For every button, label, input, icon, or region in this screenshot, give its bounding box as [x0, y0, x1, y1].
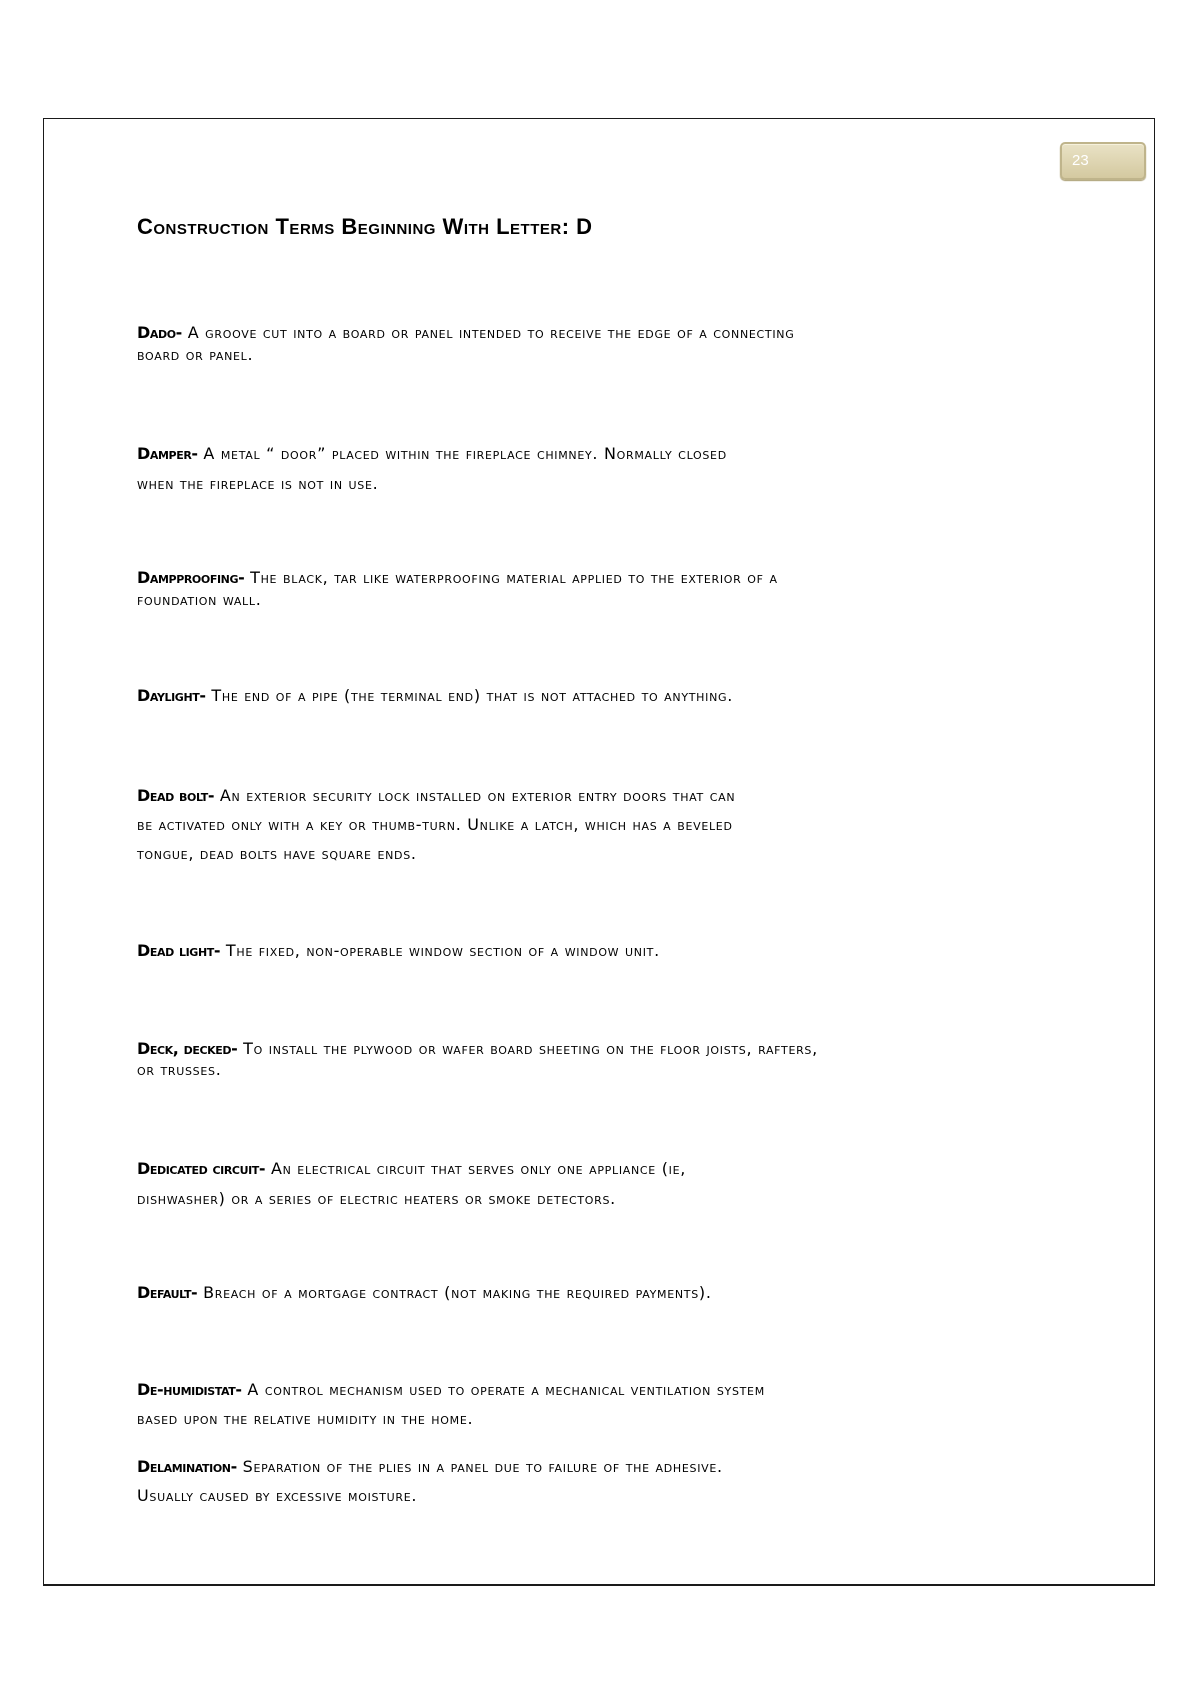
definition-line: foundation wall.: [137, 590, 262, 609]
term: Dampproofing-: [137, 568, 245, 587]
glossary-entry-default: [137, 1282, 1147, 1304]
definition-line: board or panel.: [137, 345, 254, 364]
term: Damper-: [137, 444, 198, 463]
definition-line: A metal “ door” placed within the fireplace chimney. Normally closed: [197, 444, 727, 463]
definition-line: be activated only with a key or thumb-turn. Unlike a latch, which has a beveled: [137, 815, 733, 834]
definition-line: A groove cut into a board or panel intended to receive the edge of a connecting: [181, 323, 795, 342]
term: Deck, decked-: [137, 1039, 238, 1058]
definition-line: To install the plywood or wafer board sheeting on the floor joists, rafters,: [237, 1039, 818, 1058]
term: Daylight-: [137, 686, 206, 705]
term: Dedicated circuit-: [137, 1159, 266, 1178]
term: Dead bolt-: [137, 786, 215, 805]
glossary-entry-de-humidistat: [137, 1375, 1147, 1433]
definition-line: based upon the relative humidity in the home.: [137, 1409, 474, 1428]
term: Dead light-: [137, 941, 221, 960]
definition-line: tongue, dead bolts have square ends.: [137, 844, 417, 863]
definition-line: or trusses.: [137, 1060, 222, 1079]
glossary-entry-daylight: [137, 685, 1147, 707]
definition-line: when the fireplace is not in use.: [137, 474, 379, 493]
glossary-entry-dedicated-circuit: [137, 1154, 1147, 1214]
definition-line: The black, tar like waterproofing material applied to the exterior of a: [244, 568, 778, 587]
term: Dado-: [137, 323, 182, 342]
definition-line: An electrical circuit that serves only one appliance (ie,: [265, 1159, 687, 1178]
glossary-entry-delamination: [137, 1452, 1147, 1510]
glossary-entry-dado: [137, 322, 1147, 366]
definition-line: An exterior security lock installed on exterior entry doors that can: [214, 786, 736, 805]
definition-line: dishwasher) or a series of electric heaters or smoke detectors.: [137, 1189, 616, 1208]
term: Default-: [137, 1283, 198, 1302]
page-title: Construction Terms Beginning With Letter: D: [137, 214, 593, 239]
definition-line: Breach of a mortgage contract (not making the required payments).: [197, 1283, 712, 1302]
definition-line: The end of a pipe (the terminal end) that is not attached to anything.: [205, 686, 734, 705]
glossary-entry-dead-light: [137, 940, 1147, 962]
glossary-entry-dampproofing: [137, 567, 1147, 611]
glossary-entry-deck-decked: [137, 1038, 1147, 1080]
page-number-badge: 23: [1060, 142, 1146, 180]
glossary-entry-dead-bolt: [137, 781, 1147, 868]
definition-line: Usually caused by excessive moisture.: [137, 1486, 418, 1505]
term: Delamination-: [137, 1457, 237, 1476]
definition-line: Separation of the plies in a panel due to failure of the adhesive.: [236, 1457, 723, 1476]
definition-line: A control mechanism used to operate a mechanical ventilation system: [241, 1380, 765, 1399]
definition-line: The fixed, non-operable window section of a window unit.: [220, 941, 660, 960]
term: De-humidistat-: [137, 1380, 242, 1399]
glossary-entry-damper: [137, 439, 1147, 499]
